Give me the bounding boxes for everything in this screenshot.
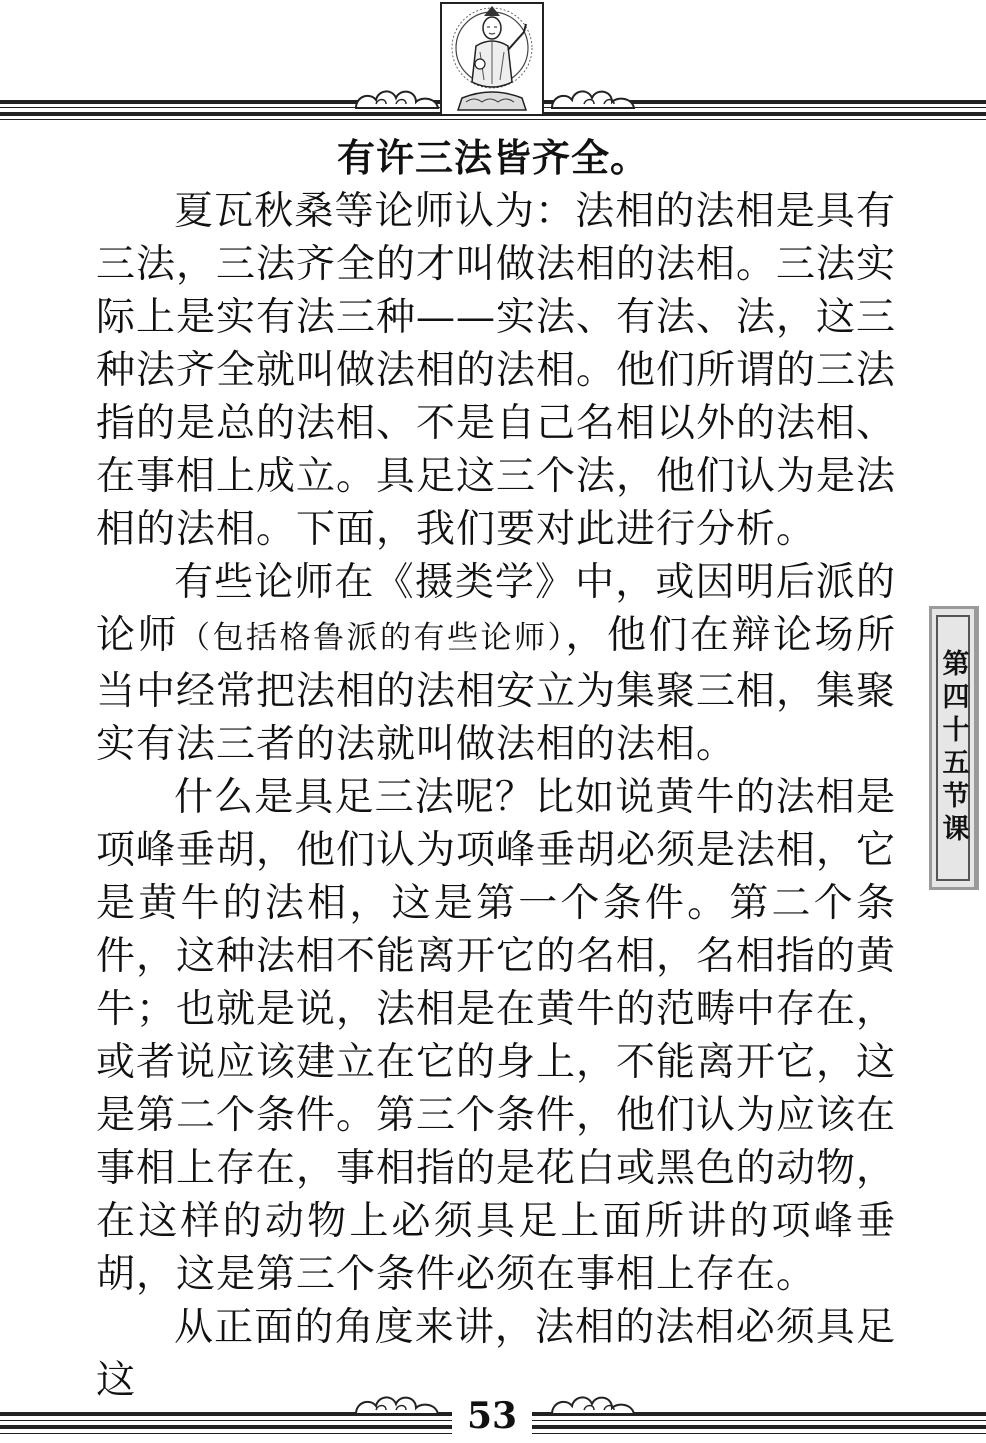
paragraph-text: ，他们在辩论场所当中经常把法相的法相安立为集聚三相，集聚实有法三者的法就叫做法相的法相。 <box>96 613 897 767</box>
cloud-ornament-icon <box>352 82 442 112</box>
padmasambhava-figure-icon <box>440 2 544 116</box>
paragraph: 从正面的角度来讲，法相的法相必须具足这 <box>96 1305 896 1403</box>
paragraph: 什么是具足三法呢？比如说黄牛的法相是项峰垂胡，他们认为项峰垂胡必须是法相，它是黄牛的法相，这是第一个条件。第二个条件，这种法相不能离开它的名相，名相指的黄牛；也就是说，法相是在黄牛的范畴中存在，或者说应该建立在它的身上，不能离开它，这是第二个条件。第三个条件，他们认为应该在事相上存在，事相指的是花白或黑色的动物，在这样的动物上必须具足上面所讲的项峰垂胡，这是第三个条件必须在事相上存在。 <box>96 775 897 1297</box>
chapter-side-tab <box>929 606 979 890</box>
paragraph-text: 有些论师在《摄类学》中，或因明后派的论师 <box>96 560 896 658</box>
deity-emblem <box>440 2 544 116</box>
section-heading: 有许三法皆齐全。 <box>336 135 649 180</box>
cloud-ornament-icon <box>548 1388 638 1418</box>
side-tab-frame <box>936 615 970 881</box>
paragraph <box>96 556 896 771</box>
cloud-ornament-icon <box>352 1388 442 1418</box>
parenthetical-note: （包括格鲁派的有些论师） <box>179 620 566 656</box>
page-number-box <box>452 1390 532 1443</box>
lesson-label: 第四十五节课 <box>937 649 969 847</box>
header-rule-thin <box>0 119 986 120</box>
body-text <box>96 185 896 1407</box>
cloud-ornament-icon <box>548 82 638 112</box>
page-number: 53 <box>466 1395 518 1437</box>
paragraph: 夏瓦秋桑等论师认为：法相的法相是具有三法，三法齐全的才叫做法相的法相。三法实际上是实有法三种——实法、有法、法，这三种法齐全就叫做法相的法相。他们所谓的三法指的是总的法相、不是自己名相以外的法相、在事相上成立。具足这三个法，他们认为是法相的法相。下面，我们要对此进行分析。 <box>96 189 897 552</box>
